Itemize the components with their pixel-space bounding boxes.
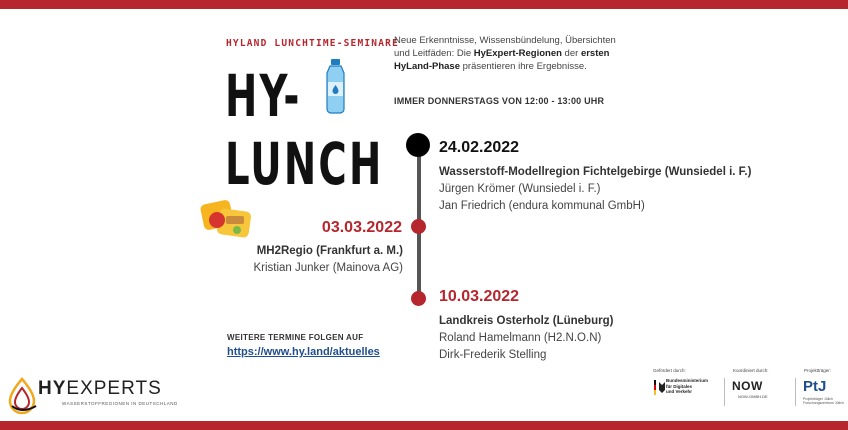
lunchbox-icon — [200, 196, 252, 240]
water-bottle-icon — [318, 58, 352, 114]
project-sponsor-label: Projektträger: — [804, 368, 832, 373]
bottom-bar — [0, 421, 848, 430]
sponsor-divider — [724, 378, 725, 406]
page-title-line1: HY- — [225, 62, 302, 130]
event-2-speaker-1: Kristian Junker (Mainova AG) — [253, 262, 403, 274]
event-1-speaker-2: Jan Friedrich (endura kommunal GmbH) — [439, 200, 645, 212]
top-bar — [0, 0, 848, 9]
event-2-date: 03.03.2022 — [321, 219, 402, 236]
event-2 — [253, 243, 403, 277]
event-1-speaker-1: Jürgen Krömer (Wunsiedel i. F.) — [439, 183, 601, 195]
hyexperts-logo: HYEXPERTS — [38, 378, 162, 399]
page-title-line2: LUNCH — [225, 130, 384, 198]
hyexperts-subtitle: WASSERSTOFFREGIONEN IN DEUTSCHLAND — [62, 401, 178, 406]
ministry-logo: Bundesministerium für Digitales und Verkehr — [666, 378, 709, 394]
event-3-date: 10.03.2022 — [439, 288, 520, 305]
event-3-speaker-2: Dirk-Frederik Stelling — [439, 349, 547, 361]
ptj-subtitle: Projektträger Jülich Forschungszentrum Jülich — [803, 397, 844, 405]
sponsor-divider — [795, 378, 796, 406]
now-url: NOW-GMBH.DE — [738, 394, 768, 399]
ptj-logo: PtJ — [803, 378, 827, 395]
intro-text: Neue Erkenntnisse, Wissensbündelung, Übersichten und Leitfäden: Die HyExpert-Regionen der ersten HyLand-Phase präsentieren ihre Ergebnisse. — [394, 35, 616, 72]
event-1-date: 24.02.2022 — [439, 139, 520, 156]
event-1-title: Wasserstoff-Modellregion Fichtelgebirge (Wunsiedel i. F.) — [439, 166, 752, 178]
more-dates-label: WEITERE TERMINE FOLGEN AUF — [227, 333, 364, 342]
timeline-dot-1 — [406, 133, 430, 157]
now-logo: NOW — [732, 379, 763, 393]
series-label: HYLAND LUNCHTIME-SEMINARE — [226, 38, 399, 49]
event-2-title: MH2Regio (Frankfurt a. M.) — [256, 245, 403, 257]
schedule-text: IMMER DONNERSTAGS VON 12:00 - 13:00 UHR — [394, 96, 605, 106]
event-3-speaker-1: Roland Hamelmann (H2.N.O.N) — [439, 332, 602, 344]
event-1 — [439, 164, 751, 215]
event-3 — [439, 313, 613, 364]
more-dates-link[interactable]: https://www.hy.land/aktuelles — [227, 346, 380, 358]
event-3-title: Landkreis Osterholz (Lüneburg) — [439, 315, 614, 327]
timeline-dot-2 — [411, 219, 426, 234]
funded-by-label: Gefördert durch: — [653, 368, 686, 373]
coordinated-by-label: Koordiniert durch: — [733, 368, 769, 373]
timeline-dot-3 — [411, 291, 426, 306]
